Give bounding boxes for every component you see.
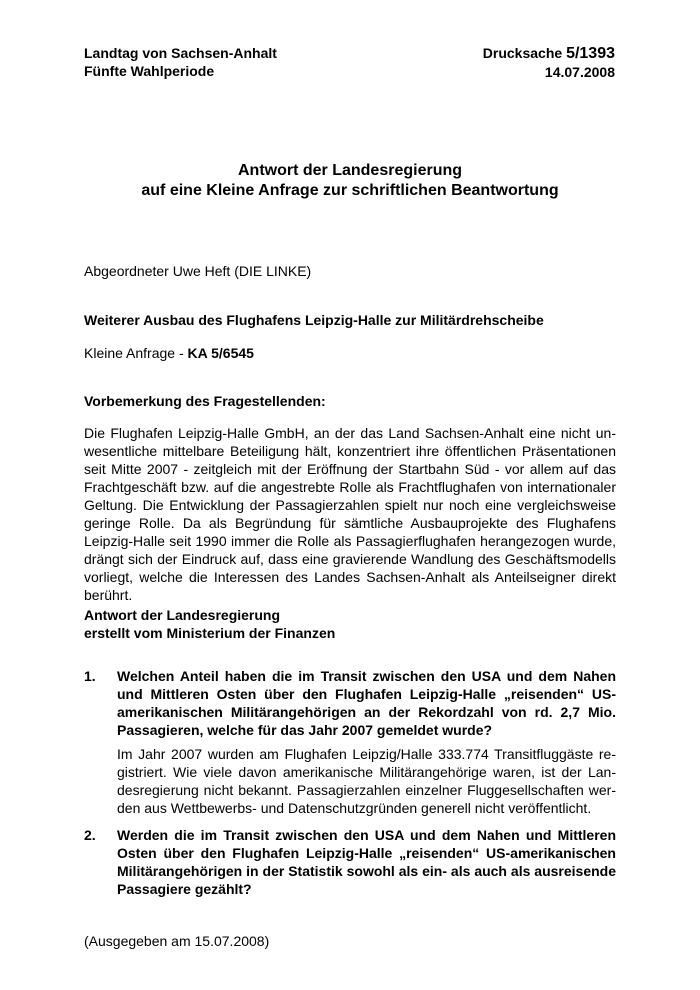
title-line-2: auf eine Kleine Anfrage zur schriftlichen Beantwortung (141, 182, 559, 199)
answer-intro-line-1: Antwort der Landesregierung (84, 607, 281, 623)
question-number: 1. (84, 668, 96, 684)
parliament-name: Landtag von Sachsen-Anhalt (84, 45, 277, 61)
inquiry-reference (84, 344, 616, 362)
legislative-period: Fünfte Wahlperiode (84, 63, 215, 79)
preamble-text: Die Flughafen Leipzig-Halle GmbH, an der das Land Sachsen-Anhalt eine nicht unwesentliche mittelbare Beteiligung hält, konzentriert ihre öffentlichen Präsentationen seit Mitte 2007 - zeitgleich mit der Eröffnung der Startbahn Süd - vor allem auf das Frachtgeschäft bzw. auf die angestrebte Rolle als Frachtflughafen von internationaler Geltung. Die Entwicklung der Passagierzahlen spielt nur noch eine vergleichsweise geringe Rolle. Da als Begründung für sämtliche Ausbauprojekte des Flughafens Leipzig-Halle seit 1990 immer die Rolle als Passagierflughafen herangezogen wurde, drängt sich der Eindruck auf, dass eine gravierende Wandlung des Geschäftsmodells vorliegt, welche die Interessen des Landes Sachsen-Anhalt als Anteilseigner direkt berührt. (84, 425, 616, 603)
question-number: 2. (84, 827, 96, 843)
page-title (84, 161, 616, 201)
issue-date-footer: (Ausgegeben am 15.07.2008) (84, 933, 270, 949)
answer-1: Im Jahr 2007 wurden am Flughafen Leipzig/Halle 333.774 Transitfluggäste registriert. Wie viele davon amerikanische Militärangehörige waren, ist der Landesregierung nicht bekannt. Passagierzahlen einzelner Fluggesellschaften werden aus Wettbewerbs- und Datenschutzgründen generell nicht veröffentlicht. (117, 746, 616, 816)
member-name: Abgeordneter Uwe Heft (DIE LINKE) (84, 263, 312, 279)
title-line-1: Antwort der Landesregierung (237, 162, 463, 179)
inquiry-number: KA 5/6545 (187, 345, 254, 361)
document-label: Drucksache (482, 45, 567, 61)
document-number: 5/1393 (566, 45, 615, 62)
inquiry-prefix: Kleine Anfrage - (84, 345, 188, 361)
answer-intro-line-2: erstellt vom Ministerium der Finanzen (84, 625, 336, 641)
document-date: 14.07.2008 (544, 64, 615, 80)
question-text: Werden die im Transit zwischen den USA und dem Nahen und Mittleren Osten über den Flughafen Leipzig-Halle „reisenden“ US-amerikanischen Militärangehörigen in der Statistik sowohl als ein- als auch als ausreisende Passagiere gezählt? (117, 827, 616, 897)
header-right (483, 44, 615, 81)
preamble-heading: Vorbemerkung des Fragestellenden: (84, 393, 326, 409)
answer-intro (84, 606, 616, 642)
question-text: Welchen Anteil haben die im Transit zwischen den USA und dem Nahen und Mittleren Osten über den Flughafen Leipzig-Halle „reisenden“ US-amerikanischen Militärangehörigen an der Rekordzahl von rd. 2,7 Mio. Passagieren, welche für das Jahr 2007 gemeldet wurde? (117, 668, 616, 738)
inquiry-subject: Weiterer Ausbau des Flughafens Leipzig-Halle zur Militärdrehscheibe (84, 312, 544, 328)
document-number-line (483, 44, 615, 63)
header-left (84, 44, 277, 80)
